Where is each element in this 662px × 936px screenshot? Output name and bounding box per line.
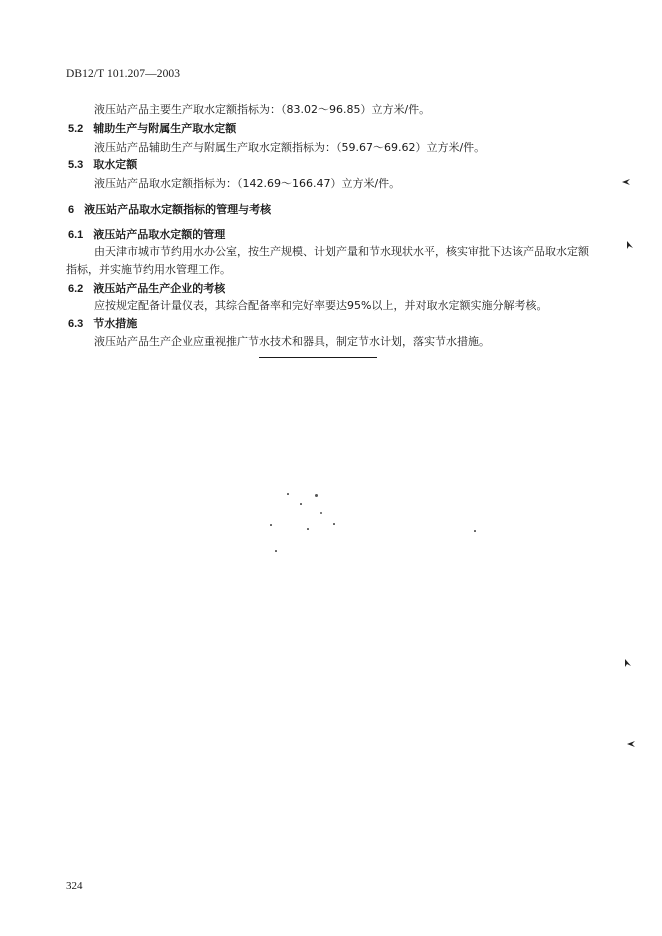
scan-speck bbox=[270, 524, 272, 526]
section-5-3-heading bbox=[68, 156, 137, 172]
section-number: 6.2 bbox=[68, 283, 84, 295]
section-6-1-text-line-1: 由天津市城市节约用水办公室，按生产规模、计划产量和节水现状水平，核实审批下达该产品取水定额 bbox=[94, 245, 589, 258]
section-6-heading bbox=[68, 201, 271, 217]
scan-speck bbox=[320, 512, 322, 514]
margin-mark-icon bbox=[621, 177, 631, 187]
section-6-1-heading bbox=[68, 226, 225, 242]
section-number: 5.3 bbox=[68, 159, 84, 171]
margin-mark-icon bbox=[626, 739, 636, 749]
section-5-2-heading bbox=[68, 120, 236, 136]
section-title: 节水措施 bbox=[93, 317, 138, 330]
scan-speck bbox=[287, 493, 289, 495]
scan-speck bbox=[333, 523, 335, 525]
section-6-3-text: 液压站产品生产企业应重视推广节水技术和器具，制定节水计划，落实节水措施。 bbox=[94, 335, 490, 348]
page-number: 324 bbox=[66, 880, 83, 892]
end-rule bbox=[259, 357, 377, 358]
section-title: 液压站产品生产企业的考核 bbox=[93, 282, 226, 295]
section-5-3-text: 液压站产品取水定额指标为：（142.69～166.47）立方米/件。 bbox=[94, 177, 401, 190]
scan-speck bbox=[474, 530, 476, 532]
scan-speck bbox=[300, 503, 302, 505]
section-6-3-heading bbox=[68, 315, 137, 331]
document-code: DB12/T 101.207—2003 bbox=[66, 68, 181, 80]
section-title: 液压站产品取水定额指标的管理与考核 bbox=[84, 203, 272, 216]
section-6-1-text-line-2: 指标，并实施节约用水管理工作。 bbox=[66, 263, 231, 276]
section-number: 6.1 bbox=[68, 229, 84, 241]
section-title: 辅助生产与附属生产取水定额 bbox=[93, 122, 237, 135]
section-title: 取水定额 bbox=[93, 158, 138, 171]
section-5-2-text: 液压站产品辅助生产与附属生产取水定额指标为：（59.67～69.62）立方米/件。 bbox=[94, 141, 486, 154]
scan-speck bbox=[315, 494, 318, 497]
section-title: 液压站产品取水定额的管理 bbox=[93, 228, 226, 241]
section-6-2-text: 应按规定配备计量仪表，其综合配备率和完好率要达95%以上，并对取水定额实施分解考核。 bbox=[94, 299, 548, 312]
section-6-2-heading bbox=[68, 280, 225, 296]
section-number: 6 bbox=[68, 204, 75, 216]
section-number: 5.2 bbox=[68, 123, 84, 135]
margin-mark-icon bbox=[625, 240, 635, 250]
margin-mark-icon bbox=[623, 658, 633, 668]
main-production-quota-text: 液压站产品主要生产取水定额指标为：（83.02～96.85）立方米/件。 bbox=[94, 103, 431, 116]
scan-speck bbox=[307, 528, 309, 530]
scan-speck bbox=[275, 550, 277, 552]
section-number: 6.3 bbox=[68, 318, 84, 330]
